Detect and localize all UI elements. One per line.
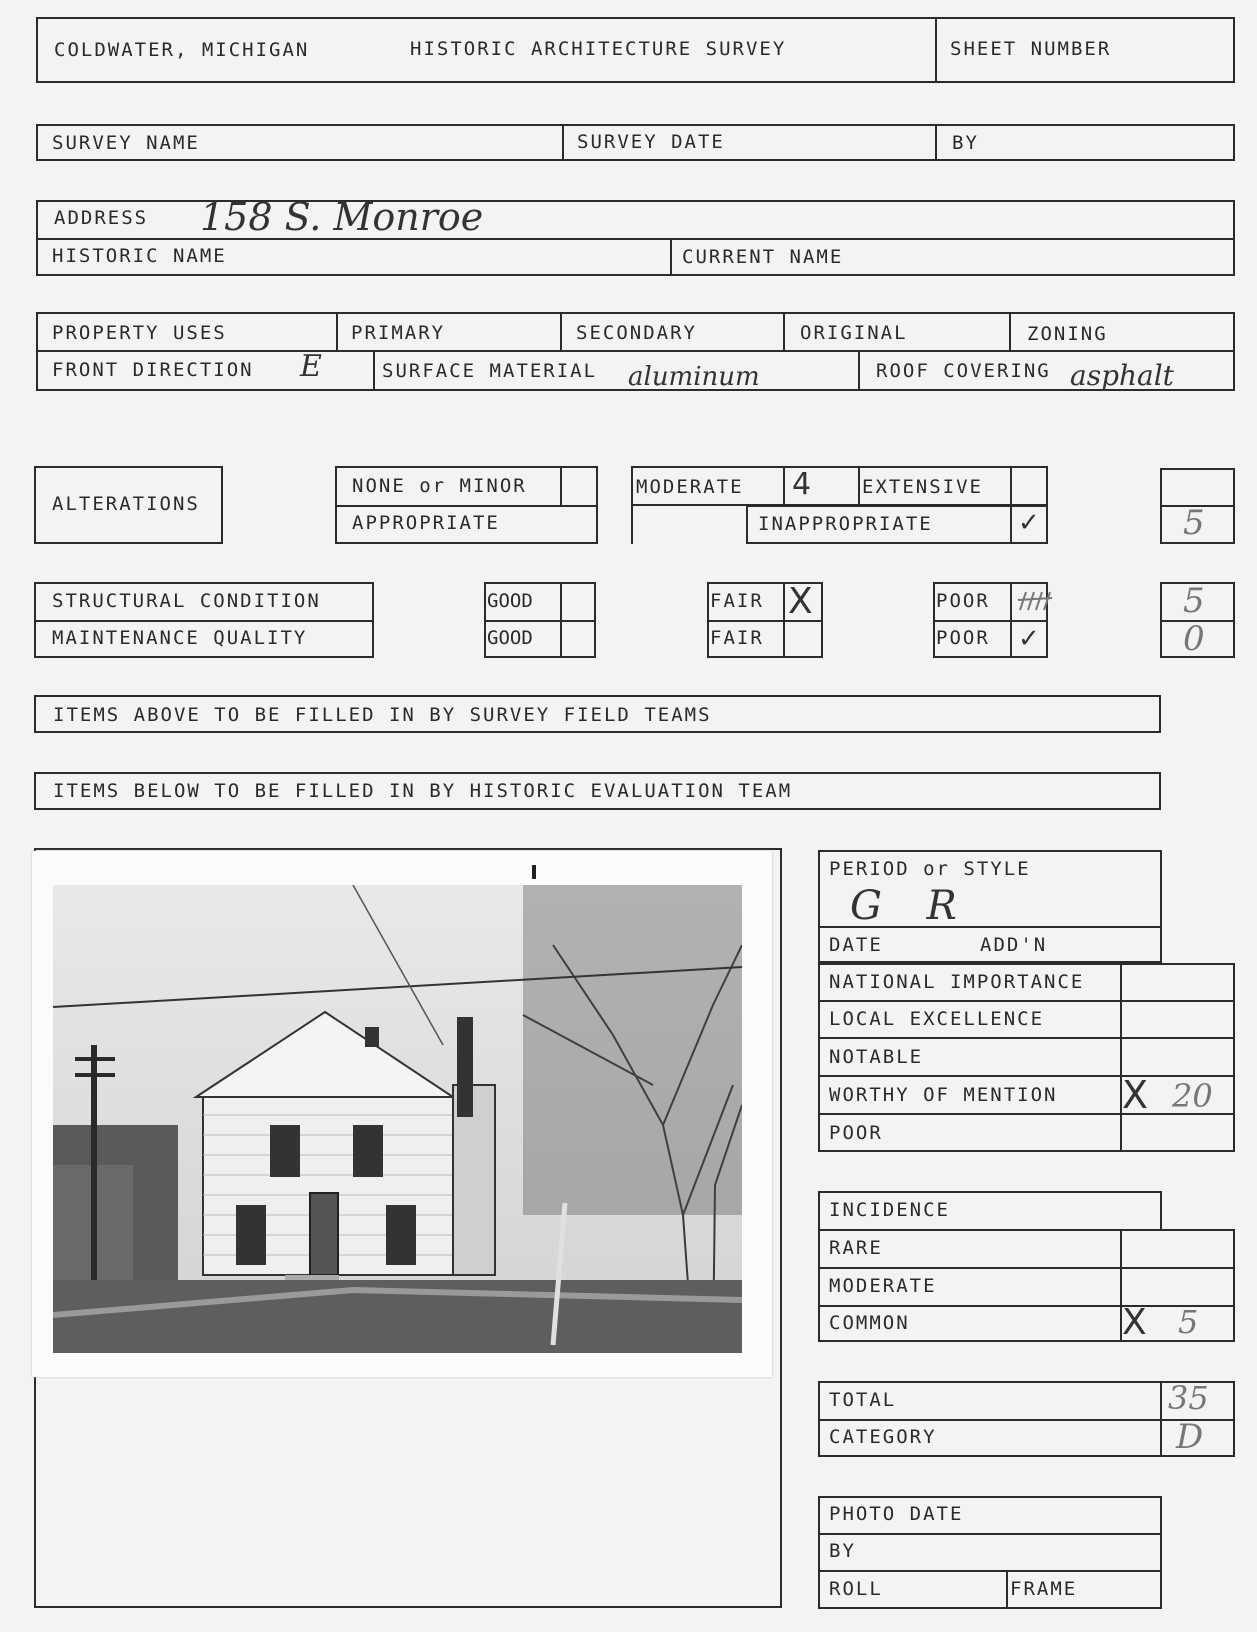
note-above-text: ITEMS ABOVE TO BE FILLED IN BY SURVEY FIELD TEAMS — [53, 704, 712, 726]
survey-name-label: SURVEY NAME — [52, 132, 200, 154]
photo-info-frame-divider — [1006, 1570, 1008, 1609]
form-title: HISTORIC ARCHITECTURE SURVEY — [410, 38, 787, 60]
total-label: TOTAL — [829, 1389, 897, 1411]
survey-date-label: SURVEY DATE — [577, 131, 725, 153]
property-div-4 — [1009, 312, 1011, 350]
photo-info-row-2 — [818, 1570, 1162, 1572]
maintenance-poor-mark: ✓ — [1018, 624, 1040, 654]
property-div-2 — [560, 312, 562, 350]
period-style-value: G R — [850, 883, 973, 929]
roof-covering-value: asphalt — [1070, 359, 1174, 392]
moderate-label: MODERATE — [636, 476, 744, 498]
good-label-maintenance: GOOD — [487, 627, 533, 649]
good-label-structural: GOOD — [487, 590, 533, 612]
structural-condition-label: STRUCTURAL CONDITION — [52, 590, 321, 612]
alterations-label: ALTERATIONS — [52, 493, 200, 515]
structural-poor-scribble — [1016, 586, 1056, 616]
none-minor-row-divider — [335, 505, 598, 507]
poor-evaluation-label: POOR — [829, 1122, 883, 1144]
survey-by-label: BY — [952, 132, 979, 154]
importance-row-1 — [818, 1000, 1235, 1002]
notable-label: NOTABLE — [829, 1046, 924, 1068]
sheet-number-label: SHEET NUMBER — [950, 38, 1112, 60]
city-label: COLDWATER, MICHIGAN — [54, 39, 310, 61]
fair-label-maintenance: FAIR — [710, 627, 764, 649]
front-direction-value: E — [300, 349, 322, 384]
primary-label: PRIMARY — [351, 322, 446, 344]
photo-info-row-1 — [818, 1533, 1162, 1535]
worthy-of-mention-label: WORTHY OF MENTION — [829, 1084, 1058, 1106]
survey-divider-1 — [562, 124, 564, 161]
totals-row-divider — [818, 1419, 1235, 1421]
fair-label-structural: FAIR — [710, 590, 764, 612]
structural-score: 5 — [1183, 581, 1205, 621]
roof-covering-label: ROOF COVERING — [876, 360, 1051, 382]
property-div-6 — [858, 350, 860, 391]
current-name-label: CURRENT NAME — [682, 246, 844, 268]
common-label: COMMON — [829, 1312, 910, 1334]
national-importance-label: NATIONAL IMPORTANCE — [829, 971, 1085, 993]
extensive-label: EXTENSIVE — [862, 476, 983, 498]
property-div-1 — [336, 312, 338, 350]
photo-tick-mark — [532, 865, 536, 879]
surface-material-value: aluminum — [628, 362, 760, 392]
alterations-score: 5 — [1183, 503, 1205, 543]
category-value: D — [1176, 1417, 1204, 1457]
inappropriate-mark: ✓ — [1018, 508, 1040, 538]
surface-material-label: SURFACE MATERIAL — [382, 360, 598, 382]
front-direction-label: FRONT DIRECTION — [52, 359, 254, 381]
property-div-5 — [373, 350, 375, 391]
poor-checkbox-divider — [1010, 582, 1012, 658]
appropriate-right-edge — [631, 505, 633, 544]
structural-fair-mark: X — [788, 581, 813, 622]
property-row-divider — [36, 350, 1235, 352]
none-minor-checkbox-divider — [560, 466, 562, 505]
category-label: CATEGORY — [829, 1426, 937, 1448]
totals-value-col — [1160, 1381, 1162, 1457]
header-divider — [935, 17, 937, 83]
property-uses-label: PROPERTY USES — [52, 322, 227, 344]
frame-label: FRAME — [1010, 1578, 1078, 1600]
maintenance-quality-label: MAINTENANCE QUALITY — [52, 627, 308, 649]
worthy-score: 20 — [1172, 1077, 1213, 1115]
incidence-moderate-label: MODERATE — [829, 1275, 937, 1297]
secondary-label: SECONDARY — [576, 322, 697, 344]
date-label: DATE — [829, 934, 883, 956]
common-mark: X — [1122, 1302, 1147, 1343]
importance-check-col — [1120, 963, 1122, 1152]
maintenance-score: 0 — [1183, 619, 1205, 659]
photo-by-label: BY — [829, 1540, 856, 1562]
good-checkbox-divider — [560, 582, 562, 658]
moderate-mark: 4 — [792, 467, 812, 502]
moderate-checkbox-divider — [783, 466, 785, 506]
poor-label-structural: POOR — [936, 590, 990, 612]
survey-divider-2 — [935, 124, 937, 161]
incidence-row-1 — [818, 1267, 1235, 1269]
poor-row-divider — [933, 620, 1048, 622]
local-excellence-label: LOCAL EXCELLENCE — [829, 1008, 1045, 1030]
photo-date-label: PHOTO DATE — [829, 1503, 964, 1525]
common-score: 5 — [1178, 1303, 1199, 1341]
total-value: 35 — [1168, 1379, 1209, 1417]
property-div-3 — [783, 312, 785, 350]
house-photo — [53, 885, 742, 1353]
poor-label-maintenance: POOR — [936, 627, 990, 649]
historic-name-label: HISTORIC NAME — [52, 245, 227, 267]
addn-label: ADD'N — [980, 934, 1048, 956]
address-label: ADDRESS — [54, 207, 149, 229]
address-name-divider — [670, 238, 672, 276]
inappropriate-label: INAPPROPRIATE — [758, 513, 933, 535]
none-minor-label: NONE or MINOR — [352, 475, 527, 497]
zoning-label: ZONING — [1027, 323, 1108, 345]
incidence-row-2 — [818, 1305, 1235, 1307]
appropriate-label: APPROPRIATE — [352, 512, 500, 534]
rare-label: RARE — [829, 1237, 883, 1259]
worthy-mark: X — [1122, 1073, 1149, 1117]
condition-label-divider — [34, 620, 374, 622]
original-label: ORIGINAL — [800, 322, 908, 344]
period-style-label: PERIOD or STYLE — [829, 858, 1031, 880]
address-value: 158 S. Monroe — [200, 195, 484, 239]
fair-checkbox-divider — [783, 582, 785, 658]
incidence-label: INCIDENCE — [829, 1199, 950, 1221]
importance-row-2 — [818, 1037, 1235, 1039]
good-row-divider — [484, 620, 596, 622]
note-below-text: ITEMS BELOW TO BE FILLED IN BY HISTORIC EVALUATION TEAM — [53, 780, 793, 802]
roll-label: ROLL — [829, 1578, 883, 1600]
